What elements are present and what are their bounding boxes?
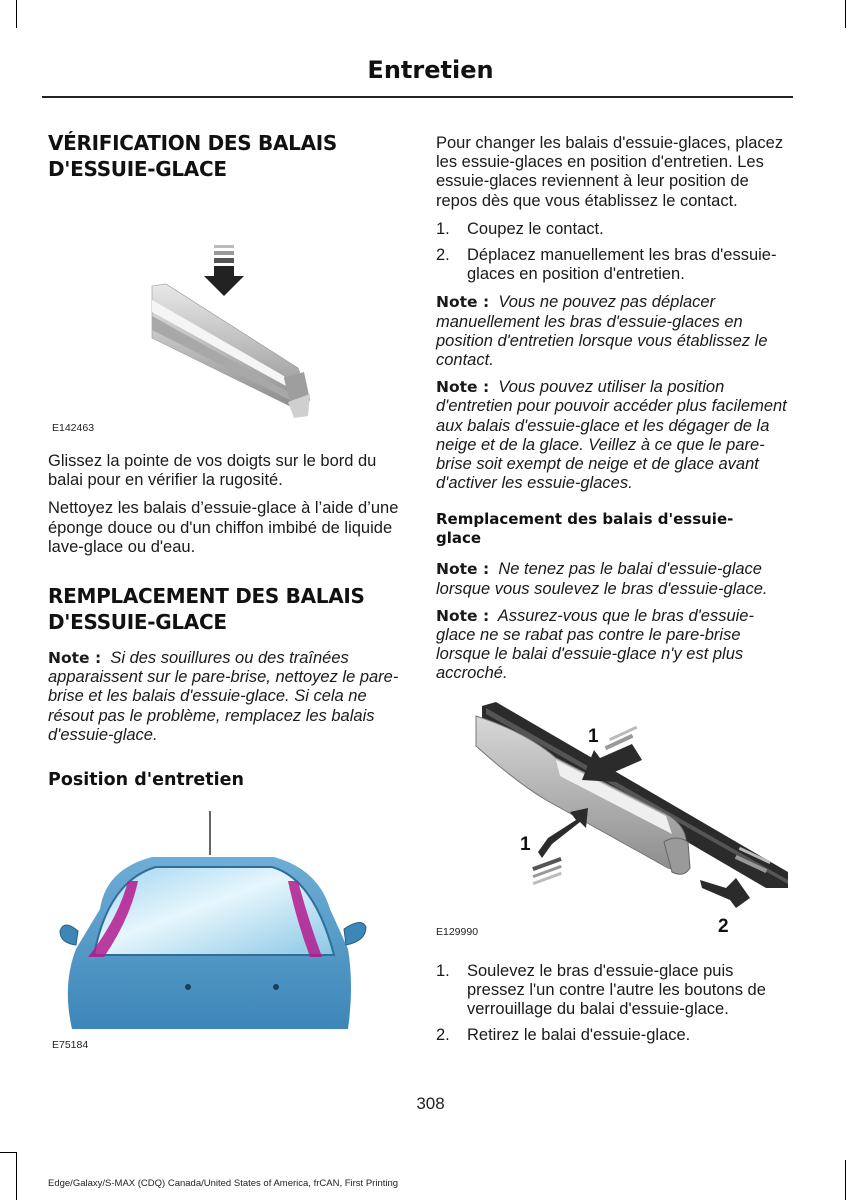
windshield-figure [48, 809, 400, 1055]
crop-mark-top-left [16, 0, 17, 28]
note-smears [48, 649, 400, 745]
note-text: Vous ne pouvez pas déplacer manuellement les bras d'essuie-glaces en position d'entretien lorsque vous établissez le contact. [436, 293, 768, 370]
note-cannot-move [436, 293, 788, 370]
subsection-title-service-position: Position d'entretien [48, 770, 244, 791]
arrow-stripe-2 [214, 251, 234, 255]
note-do-not-hold [436, 560, 788, 598]
list-item [436, 1026, 788, 1045]
page-header-title: Entretien [367, 56, 494, 84]
arrow-stripe-1 [214, 245, 234, 248]
blade-removal-illustration [436, 702, 788, 938]
note-text: Vous pouvez utiliser la position d'entretien pour pouvoir accéder plus facilement aux balais d'essuie-glace et les dégager de la neige et de la glace. Veillez à ce que le pare-brise soit exempt de neige et de glace avant d'activer les essuie-glaces. [436, 378, 787, 493]
section-title-replacement: REMPLACEMENT DES BALAIS D'ESSUIE-GLACE [48, 584, 365, 635]
step-number: 1. [436, 219, 450, 238]
callout-2: 2 [718, 915, 729, 937]
figure-code: E75184 [52, 1039, 89, 1052]
figure-code: E129990 [436, 925, 479, 938]
arrow-stripe-3 [214, 258, 234, 263]
press-arrow-up-icon [538, 808, 588, 858]
right-column [436, 134, 788, 1045]
list-item [436, 246, 788, 284]
left-column [48, 130, 400, 1055]
note-label: Note : [436, 560, 490, 579]
section-title-verification: VÉRIFICATION DES BALAIS D'ESSUIE-GLACE [48, 131, 337, 181]
step-number: 1. [436, 961, 450, 980]
note-text: Assurez-vous que le bras d'essuie-glace ne se rabat pas contre le pare-brise lorsque le balai d'essuie-glace n'y est plus accroché. [436, 606, 754, 683]
subsection-title-blade-replacement: Remplacement des balais d'essuie-glace [436, 510, 734, 548]
note-label: Note : [436, 293, 490, 312]
paragraph-check-roughness: Glissez la pointe de vos doigts sur le bord du balai pour en vérifier la rugosité. [48, 452, 377, 490]
steps-blade-removal [436, 962, 788, 1046]
page-number: 308 [416, 1094, 445, 1113]
list-item [436, 220, 788, 239]
crop-mark-bottom-right [845, 1160, 846, 1200]
callout-1-top: 1 [588, 725, 599, 747]
wiper-blade-figure [48, 188, 400, 438]
note-service-position-use [436, 378, 788, 493]
step-text: Coupez le contact. [467, 219, 604, 238]
crop-mark-top-right [845, 0, 846, 28]
step-number: 2. [436, 246, 450, 265]
step-text: Déplacez manuellement les bras d'essuie-glaces en position d'entretien. [467, 246, 777, 284]
press-arrow-icon [204, 266, 244, 296]
paragraph-clean-blades: Nettoyez les balais d’essuie-glace à l’aide d’une éponge douce ou d'un chiffon imbibé de liquide lave-glace ou d'eau. [48, 499, 399, 556]
step-number: 2. [436, 1026, 450, 1045]
crop-mark-bottom-left-h [0, 1152, 17, 1153]
note-arm-not-fall [436, 607, 788, 684]
callout-1-bottom: 1 [520, 833, 531, 855]
step-text: Retirez le balai d'essuie-glace. [467, 1026, 691, 1045]
footer-edition: Edge/Galaxy/S-MAX (CDQ) Canada/United States of America, frCAN, First Printing [48, 1178, 399, 1189]
note-label: Note : [436, 606, 490, 625]
steps-service-position [436, 220, 788, 285]
slide-arrow-icon [700, 878, 750, 908]
figure-code: E142463 [52, 422, 95, 434]
note-label: Note : [436, 378, 490, 397]
list-item [436, 962, 788, 1020]
crop-mark-bottom-left [16, 1152, 17, 1200]
windshield-illustration [48, 809, 400, 1055]
note-label: Note : [48, 649, 102, 668]
header-divider [42, 96, 793, 98]
paragraph-intro: Pour changer les balais d'essuie-glaces, placez les essuie-glaces en position d'entretien. Les essuie-glaces reviennent à leur position de repos dès que vous établissez le contact. [436, 134, 784, 210]
note-text: Ne tenez pas le balai d'essuie-glace lorsque vous soulevez le bras d'essuie-glace. [436, 560, 768, 598]
step-text: Soulevez le bras d'essuie-glace puis pressez l'un contre l'autre les boutons de verrouillage du balai d'essuie-glace. [467, 961, 766, 1019]
note-text: Si des souillures ou des traînées apparaissent sur le pare-brise, nettoyez le pare-brise et les balais d'essuie-glace. Si cela ne résout pas le problème, remplacez les balais d'essuie-glace. [48, 649, 399, 744]
wiper-blade-illustration [48, 188, 400, 438]
blade-removal-figure [436, 702, 788, 938]
